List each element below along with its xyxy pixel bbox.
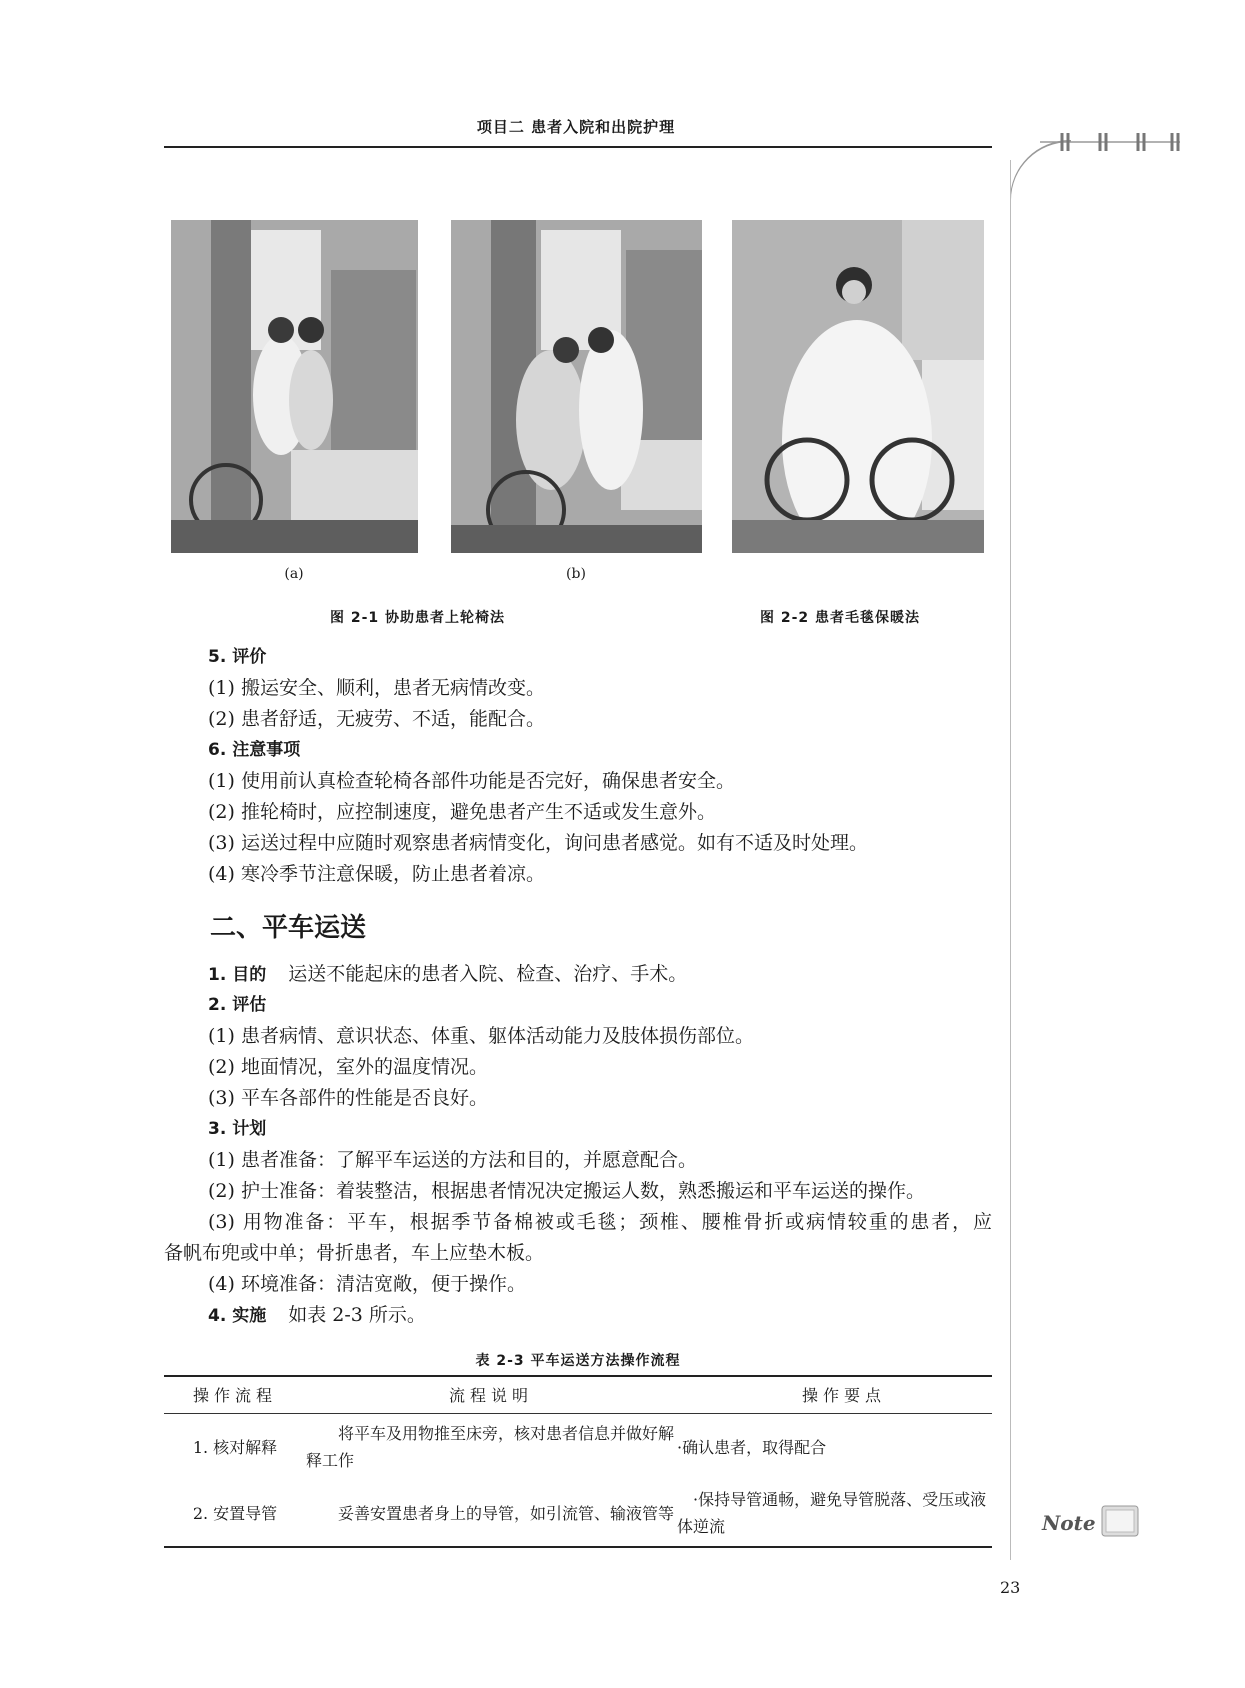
paragraph: (1) 使用前认真检查轮椅各部件功能是否完好，确保患者安全。 xyxy=(208,770,735,792)
photo-label-b: (b) xyxy=(566,566,586,582)
section-stretcher xyxy=(164,959,992,1331)
figure-caption-2-1: 图 2-1 协助患者上轮椅法 xyxy=(330,610,506,626)
paragraph-continued: 备帆布兜或中单；骨折患者，车上应垫木板。 xyxy=(164,1242,545,1264)
photo-2-1a xyxy=(171,220,418,553)
heading-evaluation: 5. 评价 xyxy=(208,647,267,667)
figure-caption-2-2: 图 2-2 患者毛毯保暖法 xyxy=(760,610,921,626)
header-rule xyxy=(164,146,992,148)
paragraph: (1) 搬运安全、顺利，患者无病情改变。 xyxy=(208,677,545,699)
heading-plan: 3. 计划 xyxy=(208,1119,267,1139)
paragraph: (4) 寒冷季节注意保暖，防止患者着凉。 xyxy=(208,863,545,885)
decorative-ticks-icon xyxy=(1040,130,1180,154)
table-header-cell: 操作流程 xyxy=(164,1376,306,1414)
paragraph: (3) 用物准备：平车，根据季节备棉被或毛毯；颈椎、腰椎骨折或病情较重的患者，应 xyxy=(208,1211,992,1233)
paragraph: (2) 患者舒适，无疲劳、不适，能配合。 xyxy=(208,708,545,730)
paragraph: (4) 环境准备：清洁宽敞，便于操作。 xyxy=(208,1273,526,1295)
table-row xyxy=(164,1480,992,1547)
section-evaluation xyxy=(164,642,992,890)
paragraph: (3) 平车各部件的性能是否良好。 xyxy=(208,1087,488,1109)
heading-assessment: 2. 评估 xyxy=(208,995,267,1015)
note-logo-icon xyxy=(1040,1500,1150,1544)
page-header-title: 项目二 患者入院和出院护理 xyxy=(476,118,676,136)
paragraph: (1) 患者准备：了解平车运送的方法和目的，并愿意配合。 xyxy=(208,1149,697,1171)
table-row xyxy=(164,1414,992,1481)
table-cell-desc: 将平车及用物推至床旁，核对患者信息并做好解释工作 xyxy=(306,1424,675,1470)
paragraph: (2) 地面情况，室外的温度情况。 xyxy=(208,1056,488,1078)
table-cell-step: 2. 安置导管 xyxy=(164,1480,306,1547)
table-header-row xyxy=(164,1376,992,1414)
table-title: 表 2-3 平车运送方法操作流程 xyxy=(475,1353,681,1369)
page-number: 23 xyxy=(1000,1578,1021,1597)
paragraph: (2) 推轮椅时，应控制速度，避免患者产生不适或发生意外。 xyxy=(208,801,716,823)
heading-precautions: 6. 注意事项 xyxy=(208,740,301,760)
table-cell-key: ·确认患者，取得配合 xyxy=(677,1437,827,1457)
photo-2-1b xyxy=(451,220,702,553)
procedure-table xyxy=(164,1375,992,1548)
photo-label-a: (a) xyxy=(284,566,304,582)
svg-text:Note: Note xyxy=(1042,1511,1096,1535)
table-cell-step: 1. 核对解释 xyxy=(192,1437,278,1457)
section-heading-stretcher: 二、平车运送 xyxy=(210,913,367,943)
heading-purpose: 1. 目的 运送不能起床的患者入院、检查、治疗、手术。 xyxy=(208,963,688,985)
paragraph: (2) 护士准备：着装整洁，根据患者情况决定搬运人数，熟悉搬运和平车运送的操作。 xyxy=(208,1180,925,1202)
paragraph: (3) 运送过程中应随时观察患者病情变化，询问患者感觉。如有不适及时处理。 xyxy=(208,832,868,854)
side-margin-rule xyxy=(1010,160,1011,1560)
table-cell-desc: 妥善安置患者身上的导管，如引流管、输液管等 xyxy=(306,1480,677,1547)
table-cell-key: ·保持导管通畅，避免导管脱落、受压或液体逆流 xyxy=(677,1480,992,1547)
heading-implementation: 4. 实施 如表 2-3 所示。 xyxy=(208,1304,426,1326)
table-header-cell: 流程说明 xyxy=(306,1376,677,1414)
paragraph: (1) 患者病情、意识状态、体重、躯体活动能力及肢体损伤部位。 xyxy=(208,1025,754,1047)
photo-2-2 xyxy=(732,220,984,553)
table-header-cell: 操作要点 xyxy=(677,1376,992,1414)
